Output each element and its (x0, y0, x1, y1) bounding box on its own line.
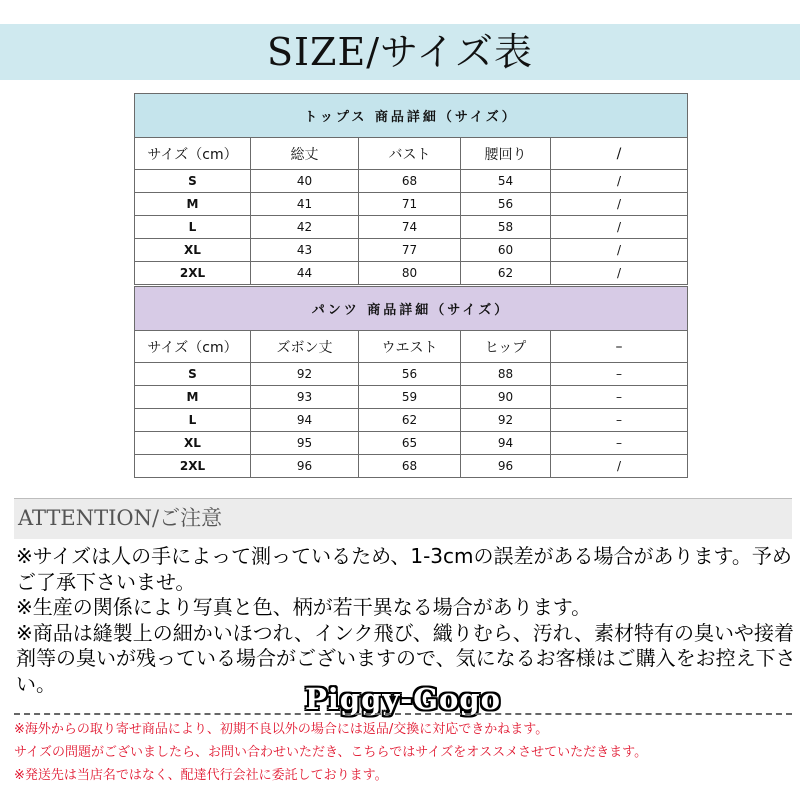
table-cell: / (551, 239, 688, 262)
table-cell: / (551, 455, 688, 478)
column-header: サイズ（cm） (135, 138, 251, 170)
size-cell: L (135, 216, 251, 239)
table-cell: 90 (461, 386, 551, 409)
warning-notes (14, 718, 794, 787)
note-item: ※サイズは人の手によって測っているため、1-3cmの誤差がある場合があります。予めご了承下さいませ。 (16, 544, 792, 594)
size-cell: M (135, 193, 251, 216)
size-cell: L (135, 409, 251, 432)
page-title: SIZE/サイズ表 (267, 30, 533, 74)
size-cell: 2XL (135, 262, 251, 285)
table-cell: – (551, 409, 688, 432)
attention-title: ATTENTION/ご注意 (18, 506, 223, 530)
table-cell: 60 (461, 239, 551, 262)
table-cell: 88 (461, 363, 551, 386)
table-cell: / (551, 216, 688, 239)
table-cell: 44 (251, 262, 359, 285)
table-cell: 93 (251, 386, 359, 409)
table-row (135, 239, 688, 262)
table-cell: 56 (461, 193, 551, 216)
table-cell: 77 (359, 239, 461, 262)
table-cell: 58 (461, 216, 551, 239)
attention-notes (16, 544, 796, 697)
pants-size-table (134, 286, 688, 478)
column-header: 総丈 (251, 138, 359, 170)
size-cell: S (135, 363, 251, 386)
column-header: サイズ（cm） (135, 331, 251, 363)
tops-column-headers (135, 138, 688, 170)
column-header: / (551, 138, 688, 170)
table-cell: 62 (461, 262, 551, 285)
table-cell: 95 (251, 432, 359, 455)
table-cell: 74 (359, 216, 461, 239)
table-cell: – (551, 363, 688, 386)
table-row (135, 216, 688, 239)
warning-item: ※発送先は当店名ではなく、配達代行会社に委託しております。 (14, 768, 388, 783)
pants-column-headers (135, 331, 688, 363)
note-item: ※商品は縫製上の細かいほつれ、インク飛び、織りむら、汚れ、素材特有の臭いや接着剤等の臭いが残っている場合がございますので、気になるお客様はご購入をお控え下さい。 (16, 620, 796, 696)
table-row (135, 170, 688, 193)
table-cell: / (551, 193, 688, 216)
size-cell: S (135, 170, 251, 193)
table-cell: 59 (359, 386, 461, 409)
size-cell: M (135, 386, 251, 409)
table-cell: 42 (251, 216, 359, 239)
table-cell: 94 (251, 409, 359, 432)
table-cell: 41 (251, 193, 359, 216)
table-row (135, 386, 688, 409)
table-cell: 96 (251, 455, 359, 478)
table-row (135, 409, 688, 432)
table-cell: 40 (251, 170, 359, 193)
table-cell: 92 (251, 363, 359, 386)
table-cell: 92 (461, 409, 551, 432)
table-cell: 62 (359, 409, 461, 432)
table-cell: 94 (461, 432, 551, 455)
table-cell: 80 (359, 262, 461, 285)
table-cell: – (551, 432, 688, 455)
brand-logo: Piggy-Gogo (305, 682, 501, 716)
table-cell: / (551, 170, 688, 193)
table-row (135, 363, 688, 386)
table-cell: 68 (359, 455, 461, 478)
table-cell: – (551, 386, 688, 409)
column-header: ズボン丈 (251, 331, 359, 363)
warning-item: ※海外からの取り寄せ商品により、初期不良以外の場合には返品/交換に対応できかねます。 (14, 722, 549, 737)
size-cell: XL (135, 432, 251, 455)
table-cell: 54 (461, 170, 551, 193)
table-cell: 43 (251, 239, 359, 262)
table-cell: 68 (359, 170, 461, 193)
tops-section-title: トップス 商品詳細（サイズ） (135, 94, 688, 138)
table-cell: 56 (359, 363, 461, 386)
note-item: ※生産の関係により写真と色、柄が若干異なる場合があります。 (16, 595, 592, 619)
warning-item: サイズの問題がございましたら、お問い合わせいただき、こちらではサイズをオススメさせていただきます。 (14, 745, 648, 760)
table-row (135, 193, 688, 216)
tops-size-table (134, 93, 688, 285)
table-cell: / (551, 262, 688, 285)
size-cell: 2XL (135, 455, 251, 478)
dashed-divider (14, 713, 792, 715)
table-cell: 71 (359, 193, 461, 216)
table-cell: 96 (461, 455, 551, 478)
pants-section-title: パンツ 商品詳細（サイズ） (135, 287, 688, 331)
column-header: バスト (359, 138, 461, 170)
column-header: ヒップ (461, 331, 551, 363)
table-row (135, 455, 688, 478)
column-header: ウエスト (359, 331, 461, 363)
column-header: – (551, 331, 688, 363)
table-cell: 65 (359, 432, 461, 455)
size-cell: XL (135, 239, 251, 262)
table-row (135, 432, 688, 455)
table-row (135, 262, 688, 285)
column-header: 腰回り (461, 138, 551, 170)
